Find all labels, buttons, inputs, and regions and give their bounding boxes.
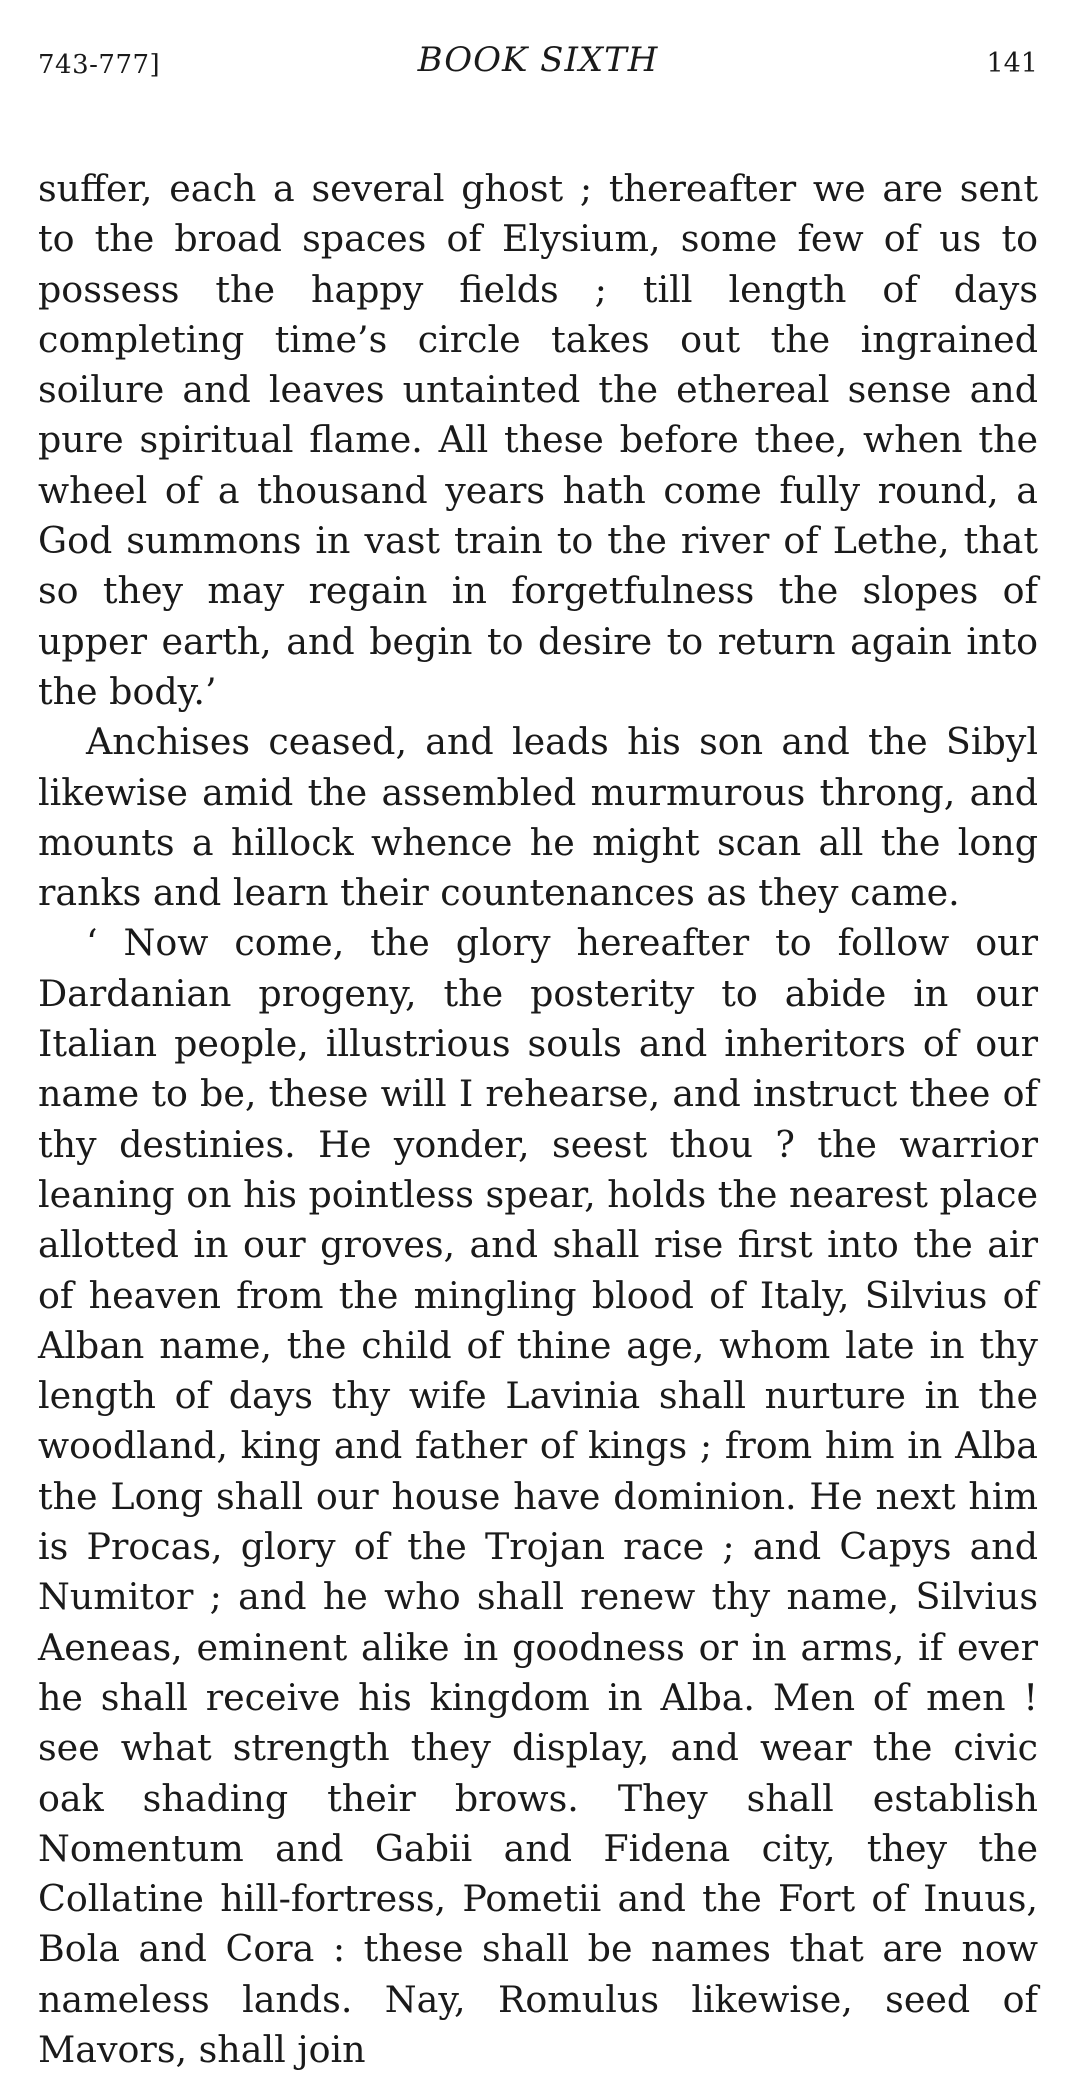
page-number: 141 bbox=[986, 48, 1038, 79]
paragraph-speech: ‘ Now come, the glory hereafter to follow our Dardanian progeny, the posterity to abide in our Italian people, illustrious souls and inheritors of our name to be, these will I rehearse, and instruct thee of thy destinies. He yonder, seest thou ? the warrior leaning on his pointless spear, holds the nearest place allotted in our groves, and shall rise first into the air of heaven from the mingling blood of Italy, Silvius of Alban name, the child of thine age, whom late in thy length of days thy wife Lavinia shall nurture in the woodland, king and father of kings ; from him in Alba the Long shall our house have dominion. He next him is Procas, glory of the Trojan race ; and Capys and Numitor ; and he who shall renew thy name, Silvius Aeneas, eminent alike in goodness or in arms, if ever he shall receive his kingdom in Alba. Men of men ! see what strength they display, and wear the civic oak shading their brows. They shall establish Nomentum and Gabii and Fidena city, they the Collatine hill-fortress, Pometii and the Fort of Inuus, Bola and Cora : these shall be names that are now nameless lands. Nay, Romulus likewise, seed of Mavors, shall join bbox=[38, 921, 1038, 2071]
book-page bbox=[38, 32, 1038, 2071]
running-head bbox=[38, 32, 1038, 92]
paragraph-anchises: Anchises ceased, and leads his son and the Sibyl likewise amid the assembled murmurous throng, and mounts a hillock whence he might scan all the long ranks and learn their countenances as they came. bbox=[38, 720, 1038, 915]
book-title: BOOK SIXTH bbox=[417, 40, 659, 80]
body-text bbox=[38, 164, 1038, 2075]
line-range: 743-777] bbox=[38, 50, 161, 80]
paragraph-continued: suffer, each a several ghost ; thereafter we are sent to the broad spaces of Elysium, some few of us to possess the happy fields ; till length of days completing time’s circle takes out the ingrained soilure and leaves untainted the ethereal sense and pure spiritual flame. All these before thee, when the wheel of a thousand years hath come fully round, a God summons in vast train to the river of Lethe, that so they may regain in forgetfulness the slopes of upper earth, and begin to desire to return again into the body.’ bbox=[38, 167, 1038, 713]
